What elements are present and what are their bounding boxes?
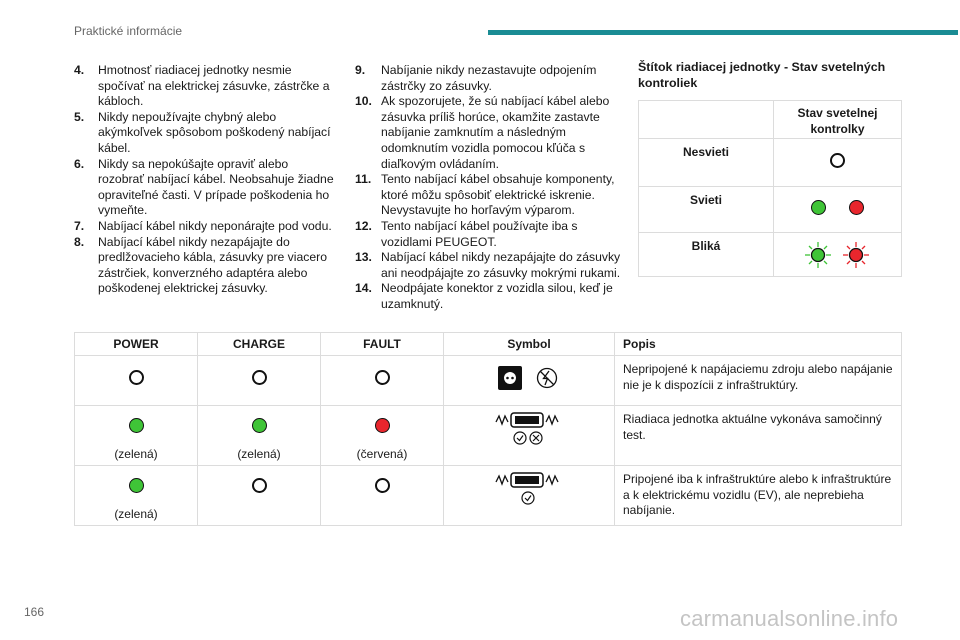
item-number: 6. xyxy=(74,156,85,171)
charging-cable-connected-icon xyxy=(494,472,564,506)
led-green-icon xyxy=(129,478,144,493)
fault-cell xyxy=(321,406,444,466)
color-label: (zelená) xyxy=(237,447,281,462)
table-row xyxy=(639,101,902,139)
symbol-cell xyxy=(444,356,615,406)
col-header-fault: FAULT xyxy=(321,333,444,356)
led-off-icon xyxy=(375,478,390,493)
watermark: carmanualsonline.info xyxy=(680,606,899,631)
list-item xyxy=(355,63,623,94)
section-header: Praktické informácie xyxy=(74,24,183,38)
table-row xyxy=(639,187,902,233)
symbol-cell xyxy=(444,466,615,526)
list-item xyxy=(74,63,336,110)
item-text: Nikdy sa nepokúšajte opraviť alebo rozobrať nabíjací kábel. Neobsahuje žiadne opraviteľné časti. V prípade poškodenia ho vymeňte. xyxy=(98,156,334,218)
column-header xyxy=(774,101,902,139)
item-number: 5. xyxy=(74,109,85,124)
list-item xyxy=(74,219,336,235)
item-text: Neodpájate konektor z vozidla silou, keď je uzamknutý. xyxy=(381,281,613,311)
item-text: Hmotnosť riadiacej jednotky nesmie spočívať na elektrickej zásuvke, zástrčke a kábloch. xyxy=(98,63,330,109)
col-header-power: POWER xyxy=(75,333,198,356)
description-cell: Riadiaca jednotka aktuálne vykonáva samočinný test. xyxy=(615,406,902,466)
item-number: 9. xyxy=(355,63,366,77)
list-item xyxy=(355,219,623,250)
item-number: 10. xyxy=(355,94,372,109)
row-label: Nesvieti xyxy=(639,139,774,187)
table-row xyxy=(75,466,902,526)
fault-cell xyxy=(321,356,444,406)
table-row xyxy=(639,233,902,277)
led-off-icon xyxy=(252,478,267,493)
item-number: 12. xyxy=(355,218,372,233)
table-row xyxy=(75,406,902,466)
item-text: Nabíjací kábel nikdy nezapájajte do zásuvky ani neodpájajte zo zásuvky mokrými rukami. xyxy=(381,250,621,280)
table-header-row xyxy=(75,333,902,356)
power-cell xyxy=(75,466,198,526)
led-green-icon xyxy=(129,418,144,433)
list-item xyxy=(355,172,623,219)
indicator-cell xyxy=(774,233,902,277)
item-text: Nabíjanie nikdy nezastavujte odpojením zástrčky zo zásuvky. xyxy=(381,63,597,93)
color-label: (zelená) xyxy=(114,447,158,462)
row-label: Svieti xyxy=(639,187,774,233)
safety-list-left xyxy=(74,63,336,297)
led-off-icon xyxy=(129,370,144,385)
list-item xyxy=(74,110,336,157)
item-number: 7. xyxy=(74,218,85,233)
col-header-charge: CHARGE xyxy=(198,333,321,356)
table-row xyxy=(75,356,902,406)
power-plug-off-icon xyxy=(498,366,560,390)
item-number: 13. xyxy=(355,250,372,265)
item-number: 11. xyxy=(355,172,372,187)
color-label: (červená) xyxy=(356,447,408,462)
indicator-cell xyxy=(774,187,902,233)
description-cell: Nepripojené k napájaciemu zdroju alebo napájanie nie je k dispozícii z infraštruktúry. xyxy=(615,356,902,406)
item-text: Nikdy nepoužívajte chybný alebo akýmkoľvek spôsobom poškodený nabíjací kábel. xyxy=(98,109,331,155)
col-header-description: Popis xyxy=(615,333,902,356)
led-off-icon xyxy=(252,370,267,385)
column-header-text: Stav svetelnej kontrolky xyxy=(797,106,878,136)
power-cell xyxy=(75,406,198,466)
item-text: Ak spozorujete, že sú nabíjací kábel alebo zásuvka príliš horúce, okamžite zastavte nabíjanie zamknutím a následným odomknutím vozidla pomocou kľúča s diaľkovým ovládaním. xyxy=(381,94,610,171)
item-number: 14. xyxy=(355,281,372,296)
led-green-icon xyxy=(811,200,826,215)
label-section-title: Štítok riadiacej jednotky - Stav svetelných kontroliek xyxy=(638,60,886,90)
led-red-icon xyxy=(849,200,864,215)
row-label: Bliká xyxy=(639,233,774,277)
indicator-cell xyxy=(774,139,902,187)
charge-cell xyxy=(198,356,321,406)
indicator-legend-table xyxy=(638,100,902,277)
list-item xyxy=(74,157,336,219)
table-row xyxy=(639,139,902,187)
table-cell-empty xyxy=(639,101,774,139)
charge-cell xyxy=(198,466,321,526)
list-item xyxy=(355,94,623,172)
led-off-icon xyxy=(375,370,390,385)
item-text: Tento nabíjací kábel používajte iba s vozidlami PEUGEOT. xyxy=(381,218,578,249)
fault-cell xyxy=(321,466,444,526)
charging-cable-self-test-icon xyxy=(494,412,564,446)
charge-cell xyxy=(198,406,321,466)
symbol-cell xyxy=(444,406,615,466)
led-red-icon xyxy=(375,418,390,433)
item-text: Tento nabíjací kábel obsahuje komponenty, ktoré môžu spôsobiť elektrické iskrenie. Nevystavujte ho horľavým výparom. xyxy=(381,172,615,218)
col-header-symbol: Symbol xyxy=(444,333,615,356)
led-green-icon xyxy=(252,418,267,433)
item-text: Nabíjací kábel nikdy nezapájajte do predlžovacieho kábla, zásuvky pre viacero zástrčiek, konverzného adaptéra alebo poškodenej elektrickej zásuvky. xyxy=(98,234,327,296)
list-item xyxy=(355,281,623,312)
header-accent-bar xyxy=(488,30,958,35)
power-cell xyxy=(75,356,198,406)
page-number: 166 xyxy=(24,605,45,619)
led-off-icon xyxy=(830,153,845,168)
list-item xyxy=(355,250,623,281)
list-item xyxy=(74,235,336,297)
item-number: 8. xyxy=(74,234,85,249)
description-cell: Pripojené iba k infraštruktúre alebo k infraštruktúre a k elektrickému vozidlu (EV), ale neprebieha nabíjanie. xyxy=(615,466,902,526)
item-number: 4. xyxy=(74,63,85,77)
color-label: (zelená) xyxy=(114,507,158,522)
safety-list-right xyxy=(355,63,623,313)
item-text: Nabíjací kábel nikdy neponárajte pod vodu. xyxy=(98,218,332,233)
status-table xyxy=(74,332,902,526)
led-blinking-icon xyxy=(793,238,883,272)
